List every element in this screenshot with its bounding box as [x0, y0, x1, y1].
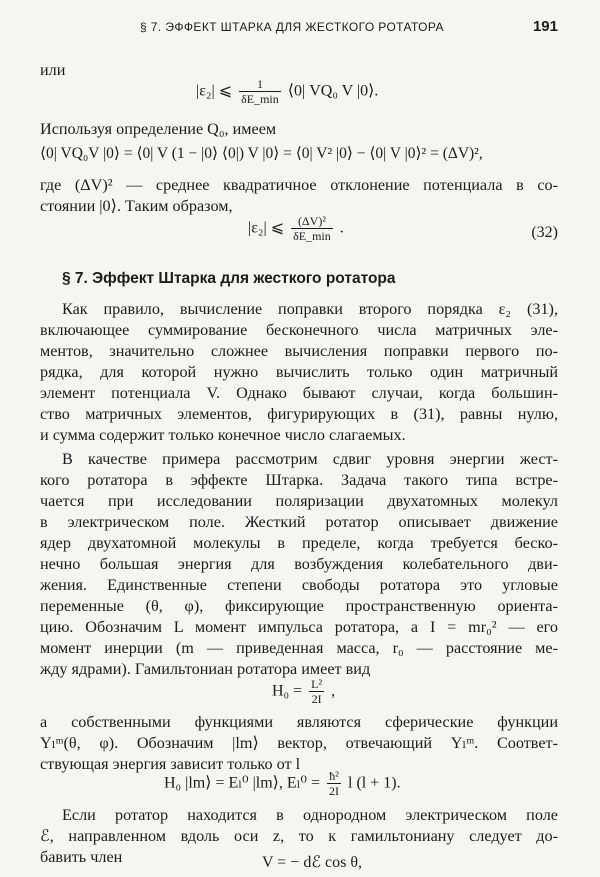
formula3-denominator: δE_min	[293, 229, 331, 243]
formula1-numerator: 1	[239, 78, 281, 92]
equation-number-32: (32)	[531, 224, 558, 241]
formula-variance: ⟨0| VQ₀V |0⟩ = ⟨0| V (1 − |0⟩ ⟨0|) V |0⟩ = ⟨0| V² |0⟩ − ⟨0| V |0⟩² = (ΔV)²,	[40, 145, 483, 162]
h0-numerator: L²	[311, 677, 323, 691]
p2-line-1: В качестве примера рассмотрим сдвиг уровня энергии жест-	[62, 450, 558, 468]
p1-line-6: ство матричных элементов, фигурирующих в (31), равны нулю,	[40, 405, 558, 423]
p1-line-5: элемент потенциала V. Однако бывают случаи, когда большин-	[40, 384, 558, 402]
p2-line-5: ядер двухатомной молекулы в пределе, когда требуется беско-	[40, 534, 558, 552]
p4-line-2: ℰ, направленном вдоль оси z, то к гамильтониану следует до-	[40, 827, 558, 845]
energy-numerator: ħ²	[327, 770, 341, 784]
formula3-fraction	[291, 215, 333, 243]
energy-fraction	[327, 770, 341, 798]
where-line-2: стоянии |0⟩. Таким образом,	[40, 197, 233, 215]
energy-left: H₀ |lm⟩ = Eₗ⁰ |lm⟩, Eₗ⁰ =	[164, 774, 320, 792]
running-title: § 7. ЭФФЕКТ ШТАРКА ДЛЯ ЖЕСТКОГО РОТАТОРА	[140, 20, 444, 34]
h0-denominator: 2I	[311, 692, 322, 706]
h0-lhs: H₀ =	[272, 682, 303, 700]
p1-line-1: Как правило, вычисление поправки второго порядка ε₂ (31),	[62, 300, 558, 318]
p2-line-6: нечно большая энергия для возбуждения колебательного дви-	[40, 555, 558, 573]
p4-line-3: бавить член	[40, 848, 123, 866]
p2-line-11: жду ядрами). Гамильтониан ротатора имеет вид	[40, 660, 371, 678]
word-or: или	[40, 61, 66, 79]
h0-end: ,	[331, 682, 336, 700]
formula1-denominator: δE_min	[241, 92, 279, 106]
p2-line-7: жения. Единственные степени свободы ротатора это угловые	[40, 576, 558, 594]
where-line-1: где (ΔV)² — среднее квадратичное отклонение потенциала в со-	[40, 176, 558, 194]
energy-right: l (l + 1).	[348, 774, 401, 792]
formula-hamiltonian	[272, 678, 335, 706]
formula3-numerator: (ΔV)²	[291, 215, 333, 229]
formula3-lhs: |ε₂| ⩽	[248, 219, 285, 237]
text-using-definition: Используя определение Q₀, имеем	[40, 120, 277, 138]
h0-fraction	[309, 678, 324, 706]
formula1-lhs: |ε₂| ⩽	[196, 82, 233, 100]
p1-line-4: рядка, для которой нужно вычислить только один матричный	[40, 363, 558, 381]
p3-line-2: Yₗᵐ(θ, φ). Обозначим |lm⟩ вектор, отвечающий Yₗᵐ. Соответ-	[40, 734, 558, 752]
p2-line-3: чается при исследовании поляризации двухатомных молекул	[40, 492, 558, 510]
formula1-fraction	[239, 78, 281, 106]
p2-line-9: цию. Обозначим L момент импульса ротатора, а I = mr₀² — его	[40, 618, 558, 636]
p2-line-10: момент инерции (m — приведенная масса, r₀ — расстояние ме-	[40, 639, 558, 657]
p3-line-3: ствующая энергия зависит только от l	[40, 755, 301, 773]
section-heading: § 7. Эффект Штарка для жесткого ротатора	[62, 270, 396, 287]
p4-line-1: Если ротатор находится в однородном электрическом поле	[62, 806, 558, 824]
page-number: 191	[532, 18, 558, 35]
formula-potential: V = − dℰ cos θ,	[262, 854, 362, 871]
p1-line-2: включающее суммирование бесконечного числа матричных эле-	[40, 321, 558, 339]
formula-energy	[164, 770, 401, 798]
p2-line-2: кого ротатора в эффекте Штарка. Задача такого типа встре-	[40, 471, 558, 489]
p3-line-1: а собственными функциями являются сферические функции	[40, 713, 558, 731]
formula-epsilon-bound-1	[196, 78, 378, 106]
p2-line-4: в электрическом поле. Жесткий ротатор описывает движение	[40, 513, 558, 531]
p1-line-3: ментов, значительно сложнее вычисления поправки первого по-	[40, 342, 558, 360]
page-header	[0, 18, 600, 44]
p2-line-8: переменные (θ, φ), фиксирующие пространственную ориента-	[40, 597, 558, 615]
p1-line-7: и сумма содержит только конечное число слагаемых.	[40, 426, 406, 444]
formula1-rhs: ⟨0| VQ₀ V |0⟩.	[287, 82, 379, 100]
energy-denominator: 2I	[329, 784, 339, 798]
formula3-end: .	[339, 219, 344, 237]
formula-epsilon-bound-2	[248, 215, 344, 243]
